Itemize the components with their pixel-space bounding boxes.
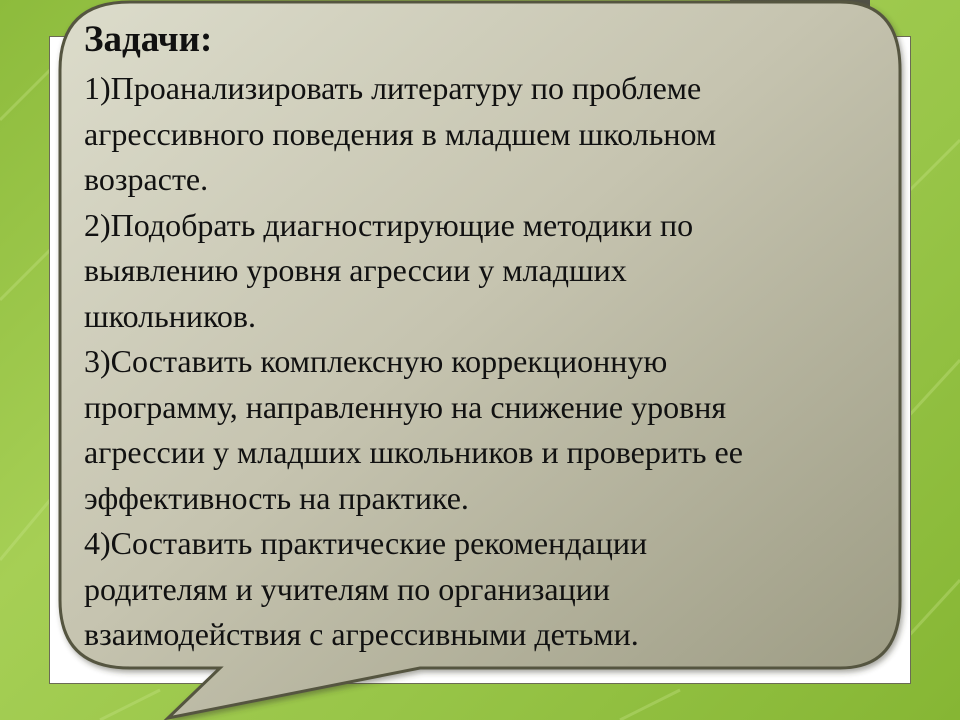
task-item-4 — [84, 521, 884, 658]
task-line: возрасте. — [84, 161, 209, 197]
task-line: 1)Проанализировать литературу по проблеме — [84, 70, 702, 106]
task-line: агрессивного поведения в младшем школьном — [84, 115, 717, 152]
task-item-1 — [84, 66, 884, 203]
task-line: взаимодействия с агрессивными детьми. — [84, 616, 639, 652]
task-line: выявлению уровня агрессии у младших — [84, 252, 627, 288]
task-item-3 — [84, 339, 884, 521]
task-line: эффективность на практике. — [84, 479, 469, 516]
task-line: 3)Составить комплексную коррекционную — [84, 343, 668, 379]
task-line: агрессии у младших школьников и проверить ее — [84, 434, 743, 470]
task-line: 2)Подобрать диагностирующие методики по — [84, 206, 694, 243]
task-item-2 — [84, 203, 884, 340]
task-line: школьников. — [84, 297, 256, 334]
task-line: родителям и учителям по организации — [84, 570, 610, 607]
slide-content — [84, 14, 884, 658]
task-line: программу, направленную на снижение уровня — [84, 388, 727, 425]
slide-title: Задачи: — [84, 19, 213, 60]
task-line: 4)Составить практические рекомендации — [84, 525, 648, 561]
